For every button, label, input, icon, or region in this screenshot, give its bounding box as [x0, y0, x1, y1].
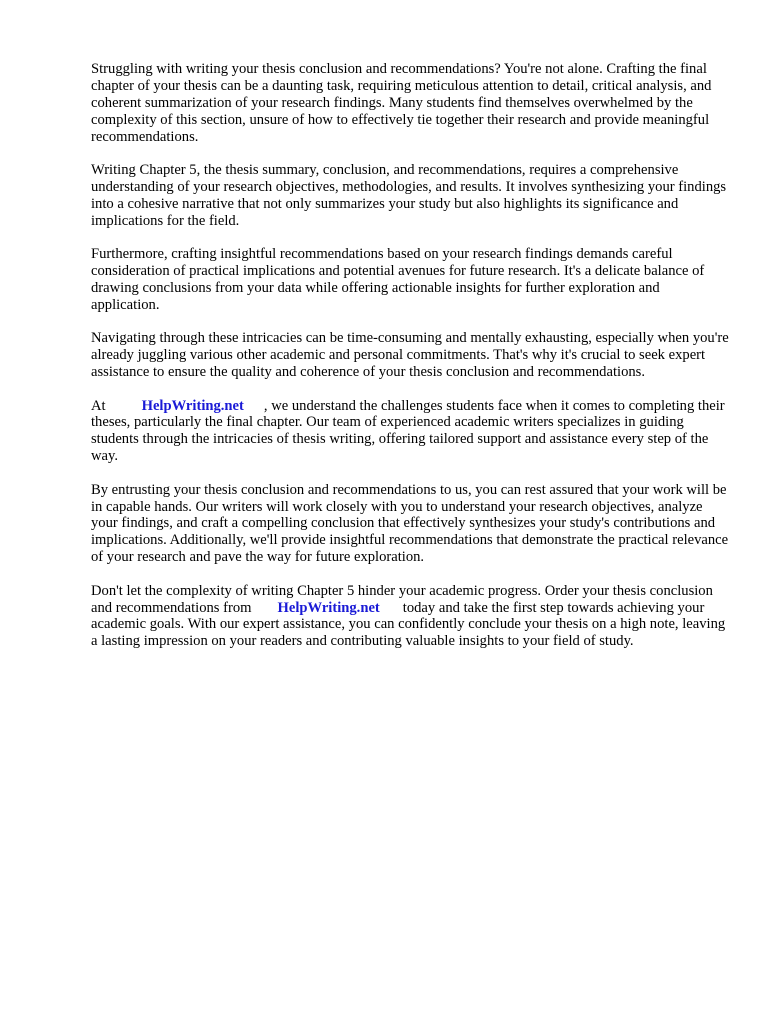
- paragraph-helpwriting-intro: [91, 398, 731, 466]
- helpwriting-link[interactable]: HelpWriting.net: [141, 397, 244, 414]
- paragraph-chapter-five: Writing Chapter 5, the thesis summary, conclusion, and recommendations, requires a comprehensive understanding of your research objectives, methodologies, and results. It involves synthesizing your findings into a cohesive narrative that not only summarizes your study but also highlights its significance and implications for the field.: [91, 162, 727, 229]
- paragraph-navigating: Navigating through these intricacies can be time-consuming and mentally exhausting, especially when you're already juggling various other academic and personal commitments. That's why it's crucial to seek expert assistance to ensure the quality and coherence of your thesis conclusion and recommendations.: [91, 330, 729, 381]
- document-body: [91, 61, 731, 667]
- paragraph-closing: [91, 583, 731, 651]
- paragraph-recommendations: Furthermore, crafting insightful recommendations based on your research findings demands careful consideration of practical implications and potential avenues for future research. It's a delicate balance of drawing conclusions from your data while offering actionable insights for further exploration and application.: [91, 246, 705, 313]
- helpwriting-link[interactable]: HelpWriting.net: [277, 599, 380, 616]
- paragraph-entrusting: By entrusting your thesis conclusion and recommendations to us, you can rest assured that your work will be in capable hands. Our writers will work closely with you to understand your research objectives, analyze your findings, and craft a compelling conclusion that effectively synthesizes your study's contributions and implications. Additionally, we'll provide insightful recommendations that demonstrate the practical relevance of your research and pave the way for future exploration.: [91, 481, 729, 566]
- paragraph-text-before-link: Don't let the complexity of writing Chapter 5 hinder your academic progress. Order your thesis conclusion and recommendations from: [91, 582, 713, 616]
- paragraph-text-after-link: , we understand the challenges students face when it comes to completing their theses, particularly the final chapter. Our team of experienced academic writers specializes in guiding students through the intricacies of thesis writing, offering tailored support and assistance every step of the way.: [91, 397, 725, 465]
- paragraph-text-after-link: today and take the first step towards achieving your academic goals. With our expert assistance, you can confidently conclude your thesis on a high note, leaving a lasting impression on your readers and contributing valuable insights to your field of study.: [91, 599, 726, 650]
- paragraph-intro: Struggling with writing your thesis conclusion and recommendations? You're not alone. Crafting the final chapter of your thesis can be a daunting task, requiring meticulous attention to detail, critical analysis, and coherent summarization of your research findings. Many students find themselves overwhelmed by the complexity of this section, unsure of how to effectively tie together their research and provide meaningful recommendations.: [91, 61, 712, 145]
- paragraph-text-before-link: At: [91, 397, 106, 414]
